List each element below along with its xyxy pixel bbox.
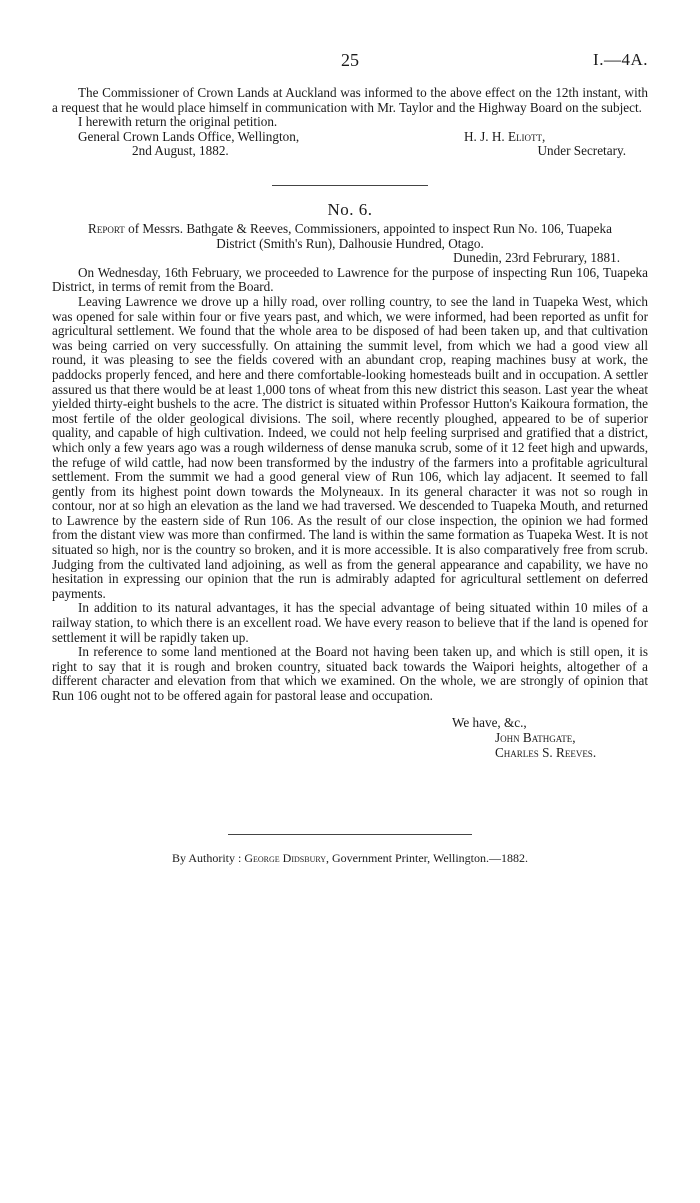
intro-block	[52, 86, 648, 159]
report-paragraph-2: Leaving Lawrence we drove up a hilly road, over rolling country, to see the land in Tuapeka West, which was opened for sale within four or five years past, and which, we were informed, had been reported as unfit for agricultural settlement. We found that the whole area to be disposed of had been taken up, and that cultivation was being carried on very successfully. On attaining the summit level, from which we had a good view all round, it was pleasing to see the fields covered with an abundant crop, reaping machines busy at work, the paddocks properly fenced, and here and there comfortable-looking homesteads built and in occupation. A settler assured us that there would be at least 1,000 tons of wheat from this new district this season. Last year the wheat yielded thirty-eight bushels to the acre. The district is situated within Professor Hutton's Kaikoura formation, the most fertile of the older geological divisions. The soil, where recently ploughed, appeared to be of superior quality, and capable of high cultivation. Indeed, we could not help feeling surprised and gratified that a district, which only a few years ago was a rough wilderness of dense manuka scrub, some of it 12 feet high and upwards, the refuge of wild cattle, had now been transformed by the industry of the farmers into a profitable agricultural settlement. From the summit we had a good general view of Run 106, which lay adjacent. It seemed to fall gently from its highest point down towards the Molyneaux. In its general character it was not so rough in contour, nor at so high an elevation as the land we had traversed. We descended to Tuapeka Mouth, and returned to Lawrence by the eastern side of Run 106. As the result of our close inspection, the opinion we had formed from the distant view was more than confirmed. The land is within the same formation as Tuapeka West. It is not situated so high, nor is the country so broken, and it is more accessible. It is also comparatively free from scrub. Judging from the cultivated land adjoining, as well as from the general appearance and capability, we have no hesitation in expressing our opinion that the run is admirably adapted for agricultural settlement on deferred payments.	[52, 293, 648, 601]
closing-line: We have, &c.,	[452, 715, 527, 730]
intro-return-line: I herewith return the original petition.	[78, 114, 278, 130]
footer-divider	[228, 834, 472, 835]
report-dateline: Dunedin, 23rd Februrary, 1881.	[453, 250, 620, 266]
report-block	[52, 222, 648, 704]
office-line: General Crown Lands Office, Wellington,	[78, 128, 300, 144]
report-paragraph-4: In reference to some land mentioned at the Board not having been taken up, and which is still open, it is right to say that it is rough and broken country, situated back towards the Waipori heights, altogether of a different character and elevation from that which we examined. On the whole, we are strongly of opinion that Run 106 ought not to be offered again for pastoral lease and occupation.	[52, 644, 648, 703]
letter-date: 2nd August, 1882.	[132, 143, 229, 159]
intro-paragraph: The Commissioner of Crown Lands at Auckland was informed to the above effect on the 12th instant, with a request that he would place himself in communication with Mr. Taylor and the Highway Board on the subject.	[52, 85, 648, 115]
printer-imprint	[0, 851, 700, 866]
imprint-prefix: By Authority :	[172, 851, 245, 865]
signer-bathgate: John Bathgate,	[495, 730, 576, 745]
page-number: 25	[341, 50, 359, 70]
signatory-name: H. J. H. Eliott,	[464, 128, 546, 144]
report-title-line2: District (Smith's Run), Dalhousie Hundred, Otago.	[216, 235, 484, 251]
report-title	[52, 222, 648, 237]
report-title-rest: of Messrs. Bathgate & Reeves, Commissioners, appointed to inspect Run No. 106, Tuapeka	[124, 221, 612, 236]
date-title-row	[52, 144, 648, 159]
signatory-title: Under Secretary.	[537, 143, 626, 159]
section-divider	[272, 185, 428, 186]
office-signature-row	[52, 130, 648, 145]
imprint-printer: George Didsbury	[244, 851, 327, 865]
report-paragraph-1: On Wednesday, 16th February, we proceeded to Lawrence for the purpose of inspecting Run 106, Tuapeka District, in terms of remit from the Board.	[52, 264, 648, 295]
section-heading: No. 6.	[327, 200, 373, 219]
signer-reeves: Charles S. Reeves.	[495, 745, 597, 760]
imprint-suffix: , Government Printer, Wellington.—1882.	[326, 851, 528, 865]
report-paragraph-3: In addition to its natural advantages, it has the special advantage of being situated within 10 miles of a railway station, to which there is an excellent road. We have every reason to believe that if the land is opened for settlement it will be rapidly taken up.	[52, 600, 648, 645]
document-reference: I.—4A.	[593, 50, 648, 69]
report-title-lead: Report	[88, 221, 125, 236]
